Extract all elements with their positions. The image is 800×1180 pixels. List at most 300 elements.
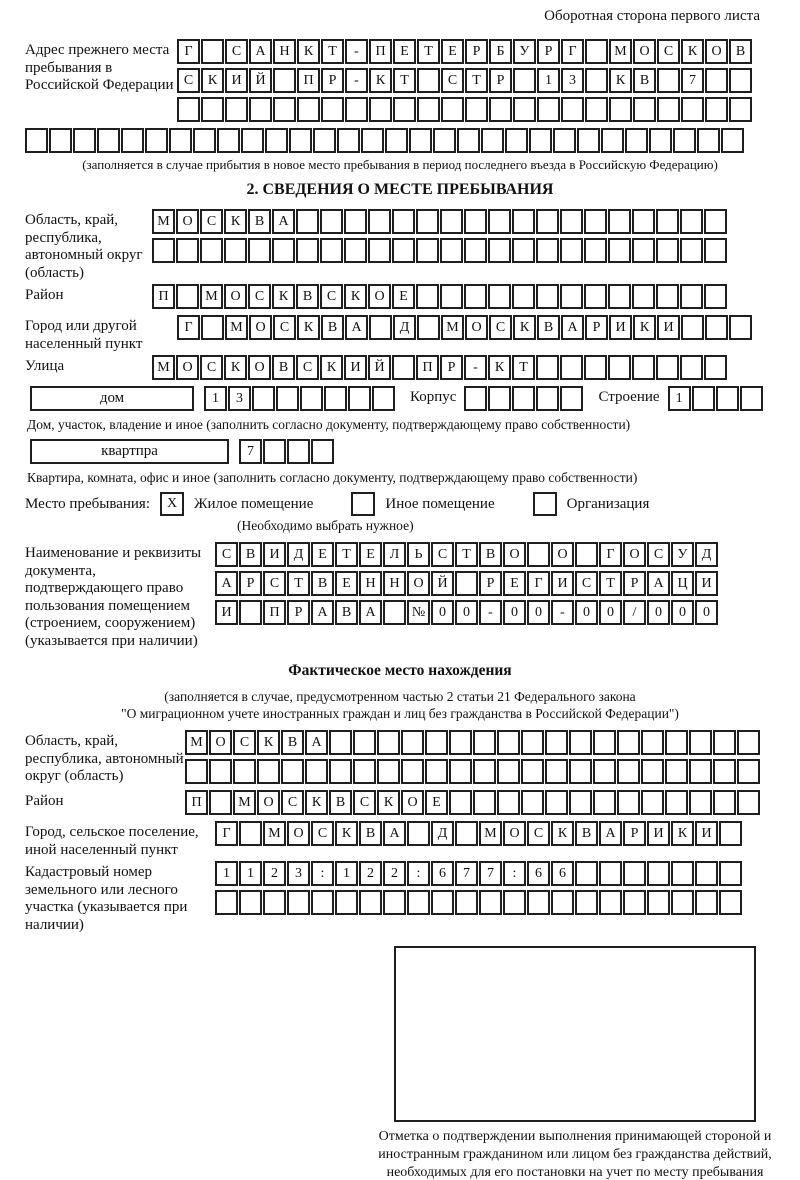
char-cell: С [489,315,512,340]
char-cell: О [503,821,526,846]
prev-address-row-4 [25,128,775,153]
char-cell: Т [287,571,310,596]
char-cell: И [263,542,286,567]
char-cell [689,730,712,755]
char-cell: М [479,821,502,846]
char-cell [233,759,256,784]
char-cell: 2 [263,861,286,886]
char-cell: 1 [239,861,262,886]
char-cell: / [623,600,646,625]
char-cell [681,97,704,122]
char-cell: Р [239,571,262,596]
kadastr-label: Кадастровый номер земельного или лесного участка (указывается при наличии) [25,864,188,933]
char-cell: С [281,790,304,815]
option-label-organizatsiya: Организация [566,495,650,512]
char-cell: К [272,284,295,309]
char-cell: Д [393,315,416,340]
char-cell [721,128,744,153]
char-cell: Р [465,39,488,64]
char-cell [649,128,672,153]
char-cell [455,571,478,596]
char-cell: С [177,68,200,93]
char-cell [369,315,392,340]
char-cell [584,355,607,380]
char-cell [416,238,439,263]
char-cell: О [368,284,391,309]
char-cell: 1 [537,68,560,93]
char-cell [479,890,502,915]
char-cell [569,759,592,784]
char-cell [584,209,607,234]
char-cell: - [551,600,574,625]
char-cell [383,600,406,625]
char-cell: Ц [671,571,694,596]
char-cell: И [344,355,367,380]
option-label-zhiloe: Жилое помещение [194,495,314,512]
char-cell: Р [489,68,512,93]
char-cell [249,97,272,122]
char-cell [599,890,622,915]
char-cell [289,128,312,153]
char-cell: П [369,39,392,64]
char-cell: П [152,284,175,309]
char-cell [433,128,456,153]
char-cell: О [465,315,488,340]
char-cell [632,355,655,380]
char-cell: Н [273,39,296,64]
char-cell: И [225,68,248,93]
oblast-row-2 [152,238,775,263]
char-cell: А [383,821,406,846]
char-cell: В [281,730,304,755]
char-cell: К [369,68,392,93]
char-cell: 0 [503,600,526,625]
fact-note-1: (заполняется в случае, предусмотренном частью 2 статьи 21 Федерального закона [164,689,636,704]
char-cell: Т [335,542,358,567]
char-cell [513,68,536,93]
option-label-inoe: Иное помещение [385,495,495,512]
char-cell: - [464,355,487,380]
char-cell [416,284,439,309]
char-cell [713,790,736,815]
char-cell: Й [249,68,272,93]
char-cell: С [575,571,598,596]
char-cell: М [263,821,286,846]
char-cell: Р [479,571,502,596]
char-cell: К [320,355,343,380]
char-cell: Е [335,571,358,596]
char-cell [647,890,670,915]
char-cell [273,68,296,93]
char-cell [656,355,679,380]
char-cell [560,284,583,309]
ulitsa-field [25,355,775,384]
stamp-box [394,946,756,1122]
char-cell [455,821,478,846]
char-cell [272,238,295,263]
char-cell: А [249,39,272,64]
char-cell: С [647,542,670,567]
char-cell: 0 [527,600,550,625]
char-cell [215,890,238,915]
checkbox-inoe-pomeshchenie[interactable] [351,492,375,516]
char-cell [407,890,430,915]
char-cell [329,759,352,784]
char-cell [488,238,511,263]
char-cell [497,759,520,784]
char-cell [185,759,208,784]
char-cell: У [671,542,694,567]
char-cell [608,209,631,234]
char-cell: Т [465,68,488,93]
char-cell [593,730,616,755]
char-cell: К [305,790,328,815]
char-cell: М [152,355,175,380]
char-cell: С [657,39,680,64]
char-cell: Е [311,542,334,567]
doc-row-1 [215,542,775,567]
char-cell: С [233,730,256,755]
char-cell [497,730,520,755]
char-cell [361,128,384,153]
char-cell [441,97,464,122]
char-cell [692,386,715,411]
rajon-label: Район [25,287,64,303]
char-cell: Р [623,571,646,596]
char-cell [599,861,622,886]
char-cell: В [359,821,382,846]
char-cell: М [609,39,632,64]
char-cell [641,730,664,755]
prev-address-caption: (заполняется в случае прибытия в новое место пребывания в период последнего въезда в Российскую Федерацию) [82,157,718,172]
char-cell: М [233,790,256,815]
char-cell [265,128,288,153]
char-cell [392,238,415,263]
char-cell [252,386,275,411]
char-cell [464,209,487,234]
korpus-label: Корпус [410,389,457,405]
char-cell: 7 [479,861,502,886]
char-cell [737,730,760,755]
char-cell [489,97,512,122]
char-cell: И [657,315,680,340]
char-cell: М [225,315,248,340]
char-cell [401,759,424,784]
char-cell [740,386,763,411]
char-cell [575,890,598,915]
dom-row [25,386,775,415]
doc-row-2 [215,571,775,596]
char-cell [73,128,96,153]
char-cell [297,97,320,122]
fact-oblast-row-1 [185,730,775,755]
char-cell: А [311,600,334,625]
dom-cells [204,386,396,411]
checkbox-zhiloe-pomeshchenie[interactable]: X [160,492,184,516]
char-cell [569,730,592,755]
char-cell: С [225,39,248,64]
fact-notes [25,688,775,722]
char-cell: И [215,600,238,625]
char-cell: - [345,39,368,64]
char-cell [488,386,511,411]
fact-rajon-label: Район [25,793,64,809]
char-cell [287,439,310,464]
fact-gorod-row [215,821,775,846]
char-cell: В [729,39,752,64]
char-cell: О [407,571,430,596]
char-cell: 7 [455,861,478,886]
char-cell [276,386,299,411]
char-cell [577,128,600,153]
char-cell [296,209,319,234]
rajon-row [152,284,775,309]
char-cell [641,759,664,784]
char-cell [473,730,496,755]
stroenie-cells [668,386,764,411]
char-cell [512,284,535,309]
char-cell: - [479,600,502,625]
char-cell [527,890,550,915]
char-cell [241,128,264,153]
char-cell: 6 [527,861,550,886]
char-cell: В [335,600,358,625]
char-cell: : [407,861,430,886]
stamp-caption: Отметка о подтверждении выполнения принимающей стороной и иностранным гражданином или лицом без гражданства действий, необходимых для его постановки на учет по месту пребывания [378,1129,772,1180]
char-cell: Д [287,542,310,567]
char-cell: П [263,600,286,625]
char-cell: 1 [215,861,238,886]
char-cell: 3 [561,68,584,93]
doc-label: Наименование и реквизиты документа, подтверждающего право пользования помещением (строением, сооружением) (указывается при наличии) [25,545,202,649]
char-cell [455,890,478,915]
char-cell: О [176,355,199,380]
char-cell [225,97,248,122]
char-cell [560,386,583,411]
char-cell [393,97,416,122]
char-cell [337,128,360,153]
char-cell [560,209,583,234]
char-cell: Й [368,355,391,380]
char-cell [201,315,224,340]
char-cell [305,759,328,784]
char-cell: Е [359,542,382,567]
char-cell [296,238,319,263]
char-cell [311,890,334,915]
char-cell: В [296,284,319,309]
char-cell: В [248,209,271,234]
char-cell: Г [561,39,584,64]
char-cell [25,128,48,153]
char-cell [632,238,655,263]
char-cell: О [176,209,199,234]
char-cell [601,128,624,153]
char-cell [633,97,656,122]
char-cell: Е [425,790,448,815]
char-cell: 2 [359,861,382,886]
char-cell [335,890,358,915]
char-cell: Н [359,571,382,596]
checkbox-organizatsiya[interactable] [533,492,557,516]
char-cell [224,238,247,263]
char-cell: С [431,542,454,567]
char-cell: : [503,861,526,886]
fact-rajon-row [185,790,775,815]
char-cell [416,209,439,234]
char-cell [273,97,296,122]
char-cell [368,238,391,263]
char-cell [536,355,559,380]
char-cell [656,209,679,234]
char-cell: О [249,315,272,340]
char-cell [609,97,632,122]
char-cell [713,759,736,784]
char-cell [680,355,703,380]
char-cell [345,97,368,122]
char-cell: К [671,821,694,846]
fact-gorod-field [25,821,775,859]
char-cell: Н [383,571,406,596]
char-cell: М [441,315,464,340]
char-cell: П [297,68,320,93]
char-cell [647,861,670,886]
char-cell [385,128,408,153]
char-cell [719,890,742,915]
char-cell: И [551,571,574,596]
char-cell [193,128,216,153]
char-cell [551,890,574,915]
char-cell: О [705,39,728,64]
char-cell: М [185,730,208,755]
char-cell: В [479,542,502,567]
char-cell: 1 [668,386,691,411]
prev-address-row-2 [177,68,775,93]
char-cell: К [633,315,656,340]
char-cell: Т [599,571,622,596]
char-cell [737,759,760,784]
char-cell [209,759,232,784]
gorod-label: Город или другой населенный пункт [25,318,143,352]
char-cell: 6 [431,861,454,886]
char-cell: С [200,209,223,234]
char-cell: К [609,68,632,93]
char-cell: В [633,68,656,93]
char-cell: 7 [681,68,704,93]
fact-oblast-label: Область, край, республика, автономный округ (область) [25,733,184,784]
char-cell [311,439,334,464]
char-cell [359,890,382,915]
char-cell [681,315,704,340]
char-cell: 0 [455,600,478,625]
fact-oblast-field [25,730,775,788]
dom-caption: Дом, участок, владение и иное (заполнить согласно документу, подтверждающему право собственности) [27,417,631,432]
char-cell [617,759,640,784]
char-cell [657,97,680,122]
char-cell: И [695,821,718,846]
char-cell: И [695,571,718,596]
char-cell [584,238,607,263]
char-cell [377,759,400,784]
char-cell: С [527,821,550,846]
char-cell: К [335,821,358,846]
char-cell [257,759,280,784]
char-cell [176,238,199,263]
char-cell: В [575,821,598,846]
char-cell: К [681,39,704,64]
char-cell: 1 [204,386,227,411]
char-cell [425,759,448,784]
char-cell [585,68,608,93]
char-cell [585,39,608,64]
char-cell [689,790,712,815]
char-cell: О [287,821,310,846]
char-cell [49,128,72,153]
doc-row-3 [215,600,775,625]
char-cell [488,209,511,234]
char-cell [665,759,688,784]
kvartira-cells [239,439,335,464]
ulitsa-label: Улица [25,358,65,374]
char-cell [625,128,648,153]
char-cell [383,890,406,915]
char-cell: А [647,571,670,596]
char-cell [536,284,559,309]
char-cell: К [257,730,280,755]
char-cell: 6 [551,861,574,886]
char-cell: К [297,39,320,64]
char-cell: П [185,790,208,815]
char-cell: С [320,284,343,309]
char-cell [673,128,696,153]
char-cell: О [633,39,656,64]
char-cell: С [311,821,334,846]
char-cell: В [321,315,344,340]
char-cell: К [224,355,247,380]
char-cell: Р [585,315,608,340]
char-cell [512,386,535,411]
char-cell [287,890,310,915]
char-cell: Л [383,542,406,567]
mesto-label: Место пребывания: [25,495,150,512]
char-cell [353,759,376,784]
char-cell [320,209,343,234]
char-cell [440,284,463,309]
char-cell: К [297,315,320,340]
stamp-area [375,946,775,1180]
char-cell: О [209,730,232,755]
char-cell: Г [177,315,200,340]
char-cell [569,790,592,815]
char-cell: К [513,315,536,340]
char-cell [449,759,472,784]
char-cell [263,890,286,915]
char-cell [657,68,680,93]
char-cell [575,861,598,886]
char-cell [680,209,703,234]
char-cell: Р [321,68,344,93]
char-cell: А [215,571,238,596]
char-cell: К [224,209,247,234]
char-cell: О [503,542,526,567]
char-cell [521,730,544,755]
char-cell [705,68,728,93]
char-cell [704,355,727,380]
char-cell [665,790,688,815]
char-cell: В [239,542,262,567]
char-cell [585,97,608,122]
char-cell: 0 [695,600,718,625]
char-cell: 0 [647,600,670,625]
